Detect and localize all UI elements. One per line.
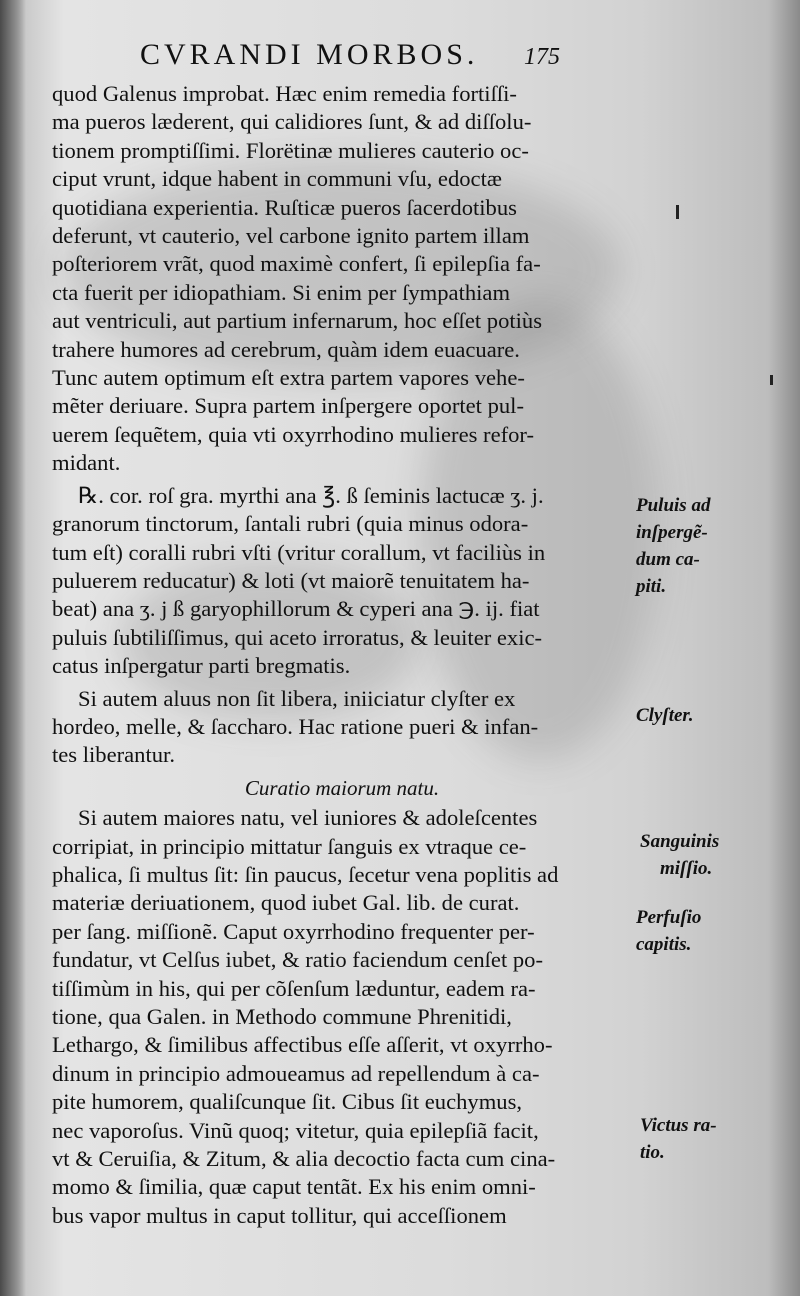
margin-note-perfusio bbox=[636, 904, 701, 958]
margin-note-line: inſpergẽ- bbox=[636, 522, 708, 543]
margin-note-pulvis bbox=[636, 492, 710, 600]
text-line: quod Galenus improbat. Hæc enim remedia fortiſſi- bbox=[52, 81, 517, 106]
text-line: tes liberantur. bbox=[52, 742, 175, 768]
text-line: ciput vrunt, idque habent in communi vſu, edoctæ bbox=[52, 166, 502, 192]
text-line: uerem ſequẽtem, quia vti oxyrrhodino mulieres refor- bbox=[52, 421, 535, 447]
margin-note-line: miſſio. bbox=[660, 858, 713, 879]
margin-note-sanguinis bbox=[640, 828, 719, 882]
text-line: Tunc autem optimum eſt extra partem vapores vehe- bbox=[52, 365, 525, 391]
margin-note-clyster bbox=[636, 702, 694, 729]
text-line: catus inſpergatur parti bregmatis. bbox=[52, 653, 351, 679]
text-line: per ſang. miſſionẽ. Caput oxyrrhodino frequenter per- bbox=[52, 918, 535, 944]
margin-note-line: Sanguinis bbox=[640, 831, 720, 852]
text-line: dinum in principio admoueamus ad repellendum à ca- bbox=[52, 1060, 540, 1086]
text-line: hordeo, melle, & ſaccharo. Hac ratione pueri & infan- bbox=[52, 713, 539, 739]
text-line: tiſſimùm in his, qui per cõſenſum læduntur, eadem ra- bbox=[52, 975, 536, 1001]
ink-mark bbox=[770, 375, 773, 385]
text-line: midant. bbox=[52, 450, 121, 476]
text-line: bus vapor multus in caput tollitur, qui acceſſionem bbox=[52, 1202, 507, 1228]
text-line: fundatur, vt Celſus iubet, & ratio faciendum cenſet po- bbox=[52, 947, 543, 973]
margin-note-line: tio. bbox=[640, 1142, 665, 1163]
text-line: materiæ deriuationem, quod iubet Gal. lib. de curat. bbox=[52, 890, 520, 916]
text-line: momo & ſimilia, quæ caput tentãt. Ex his enim omni- bbox=[52, 1174, 536, 1200]
running-title: CVRANDI MORBOS. bbox=[140, 38, 479, 71]
body-text bbox=[52, 80, 632, 1230]
ink-mark bbox=[676, 205, 679, 219]
text-line: phalica, ſi multus ſit: ſin paucus, ſecetur vena poplitis ad bbox=[52, 861, 559, 887]
margin-note-line: piti. bbox=[636, 576, 667, 597]
text-line: Si autem maiores natu, vel iuniores & adoleſcentes bbox=[78, 805, 538, 831]
text-line: puluis ſubtiliſſimus, qui aceto irroratus, & leuiter exic- bbox=[52, 624, 543, 650]
text-line: aut ventriculi, aut partium infernarum, hoc eſſet potiùs bbox=[52, 308, 543, 334]
text-line: tum eſt) coralli rubri vſti (vritur corallum, vt faciliùs in bbox=[52, 539, 546, 565]
text-line: pite humorem, qualiſcunque ſit. Cibus ſit euchymus, bbox=[52, 1089, 523, 1115]
margin-note-line: Victus ra- bbox=[640, 1115, 717, 1136]
text-line: Si autem aluus non ſit libera, iniiciatur clyſter ex bbox=[78, 685, 516, 711]
text-line: ℞. cor. roſ gra. myrthi ana ℥. ß ſeminis lactucæ ʒ. j. bbox=[78, 482, 544, 508]
text-line: puluerem reducatur) & loti (vt maiorẽ tenuitatem ha- bbox=[52, 567, 530, 593]
text-line: Lethargo, & ſimilibus affectibus eſſe aſſerit, vt oxyrrho- bbox=[52, 1032, 553, 1058]
text-line: trahere humores ad cerebrum, quàm idem euacuare. bbox=[52, 336, 520, 362]
text-line: ma pueros læderent, qui calidiores ſunt, & ad diſſolu- bbox=[52, 109, 532, 135]
text-line: quotidiana experientia. Ruſticæ pueros ſacerdotibus bbox=[52, 194, 517, 220]
text-line: tione, qua Galen. in Methodo commune Phrenitidi, bbox=[52, 1004, 512, 1029]
margin-note-victus bbox=[640, 1112, 717, 1166]
margin-note-line: dum ca- bbox=[636, 549, 700, 570]
text-line: tionem promptiſſimi. Florëtinæ mulieres cauterio oc- bbox=[52, 137, 529, 163]
margin-note-line: Puluis ad bbox=[636, 495, 711, 516]
margin-note-line: Perfuſio bbox=[636, 907, 702, 928]
margin-note-line: capitis. bbox=[636, 934, 692, 955]
text-line: beat) ana ʒ. j ß garyophillorum & cyperi ana ℈. ij. fiat bbox=[52, 596, 540, 622]
text-line: granorum tinctorum, ſantali rubri (quia minus odora- bbox=[52, 511, 529, 537]
page-number: 175 bbox=[524, 44, 560, 70]
section-subheading: Curatio maiorum natu. bbox=[244, 775, 440, 800]
page-gutter-shadow bbox=[0, 0, 26, 1296]
running-head bbox=[140, 38, 560, 72]
text-line: deferunt, vt cauterio, vel carbone ignito partem illam bbox=[52, 223, 530, 249]
margin-note-line: Clyſter. bbox=[636, 705, 694, 726]
text-line: cta fuerit per idiopathiam. Si enim per ſympathiam bbox=[52, 279, 511, 305]
text-line: poſteriorem vrãt, quod maximè confert, ſi epilepſia fa- bbox=[52, 251, 541, 277]
text-line: nec vaporoſus. Vinũ quoq; vitetur, quia epilepſiã facit, bbox=[52, 1117, 539, 1143]
text-line: vt & Ceruiſia, & Zitum, & alia decoctio facta cum cina- bbox=[52, 1146, 556, 1172]
text-line: mẽter deriuare. Supra partem inſpergere oportet pul- bbox=[52, 393, 524, 419]
text-line: corripiat, in principio mittatur ſanguis ex vtraque ce- bbox=[52, 833, 527, 859]
